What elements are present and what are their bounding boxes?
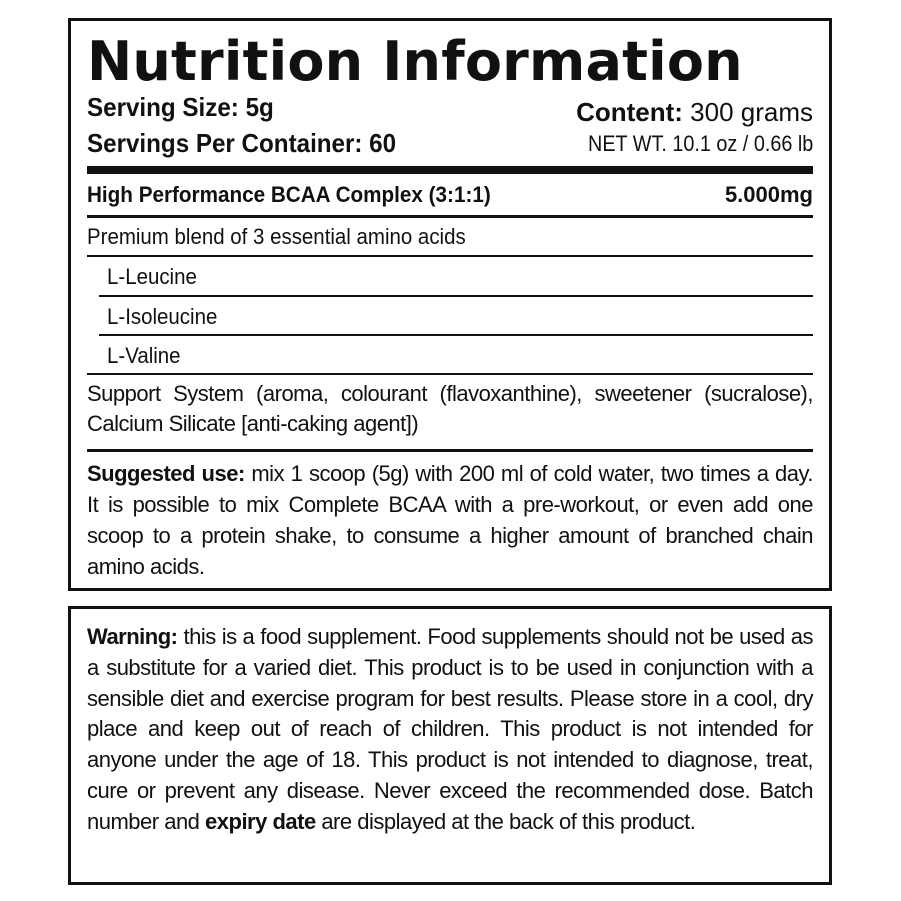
suggested-use-label: Suggested use:	[87, 461, 245, 486]
amino-acid-row: L-Valine	[107, 343, 181, 368]
divider	[87, 449, 813, 452]
divider	[87, 373, 813, 375]
complex-amount: 5.000mg	[724, 182, 813, 207]
serving-size: Serving Size: 5g	[87, 92, 274, 122]
divider	[99, 334, 813, 336]
support-system-text: Support System (aroma, colourant (flavoxanthine), sweetener (sucralose), Calcium Silicate [anti-caking agent])	[87, 381, 813, 436]
suggested-use-text: mix 1 scoop (5g) with 200 ml of cold water, two times a day. It is possible to mix Complete BCAA with a pre-workout, or even add one scoop to a protein shake, to consume a higher amount of branched chain amino acids.	[87, 461, 814, 579]
divider	[87, 215, 813, 218]
divider	[99, 295, 813, 297]
content-amount	[576, 99, 813, 125]
content-value: 300 grams	[682, 97, 813, 127]
nutrition-panel	[68, 18, 832, 591]
warning-text	[87, 622, 813, 838]
warning-panel	[68, 606, 832, 885]
divider	[87, 255, 813, 257]
amino-acid-row: L-Isoleucine	[107, 304, 218, 329]
expiry-date-text: are displayed at the back of this product.	[315, 808, 696, 834]
blend-description: Premium blend of 3 essential amino acids	[87, 224, 466, 249]
thick-divider	[87, 166, 813, 174]
servings-per-container: Servings Per Container: 60	[87, 128, 397, 158]
net-weight: NET WT. 10.1 oz / 0.66 lb	[587, 131, 813, 156]
content-label: Content:	[576, 97, 683, 127]
nutrition-title: Nutrition Information	[87, 30, 743, 93]
warning-body: this is a food supplement. Food supplements should not be used as a substitute for a varied diet. This product is to be used in conjunction with a sensible diet and exercise program for best results. Please store in a cool, dry place and keep out of reach of children. This product is not intended for anyone under the age of 18. This product is not intended to diagnose, treat, cure or prevent any disease. Never exceed the recommended dose. Batch number and	[87, 624, 813, 834]
expiry-date-label: expiry date	[205, 808, 316, 834]
amino-acid-row: L-Leucine	[107, 264, 197, 289]
complex-name: High Performance BCAA Complex (3:1:1)	[87, 182, 491, 207]
warning-label: Warning:	[87, 624, 178, 649]
suggested-use	[87, 458, 813, 582]
